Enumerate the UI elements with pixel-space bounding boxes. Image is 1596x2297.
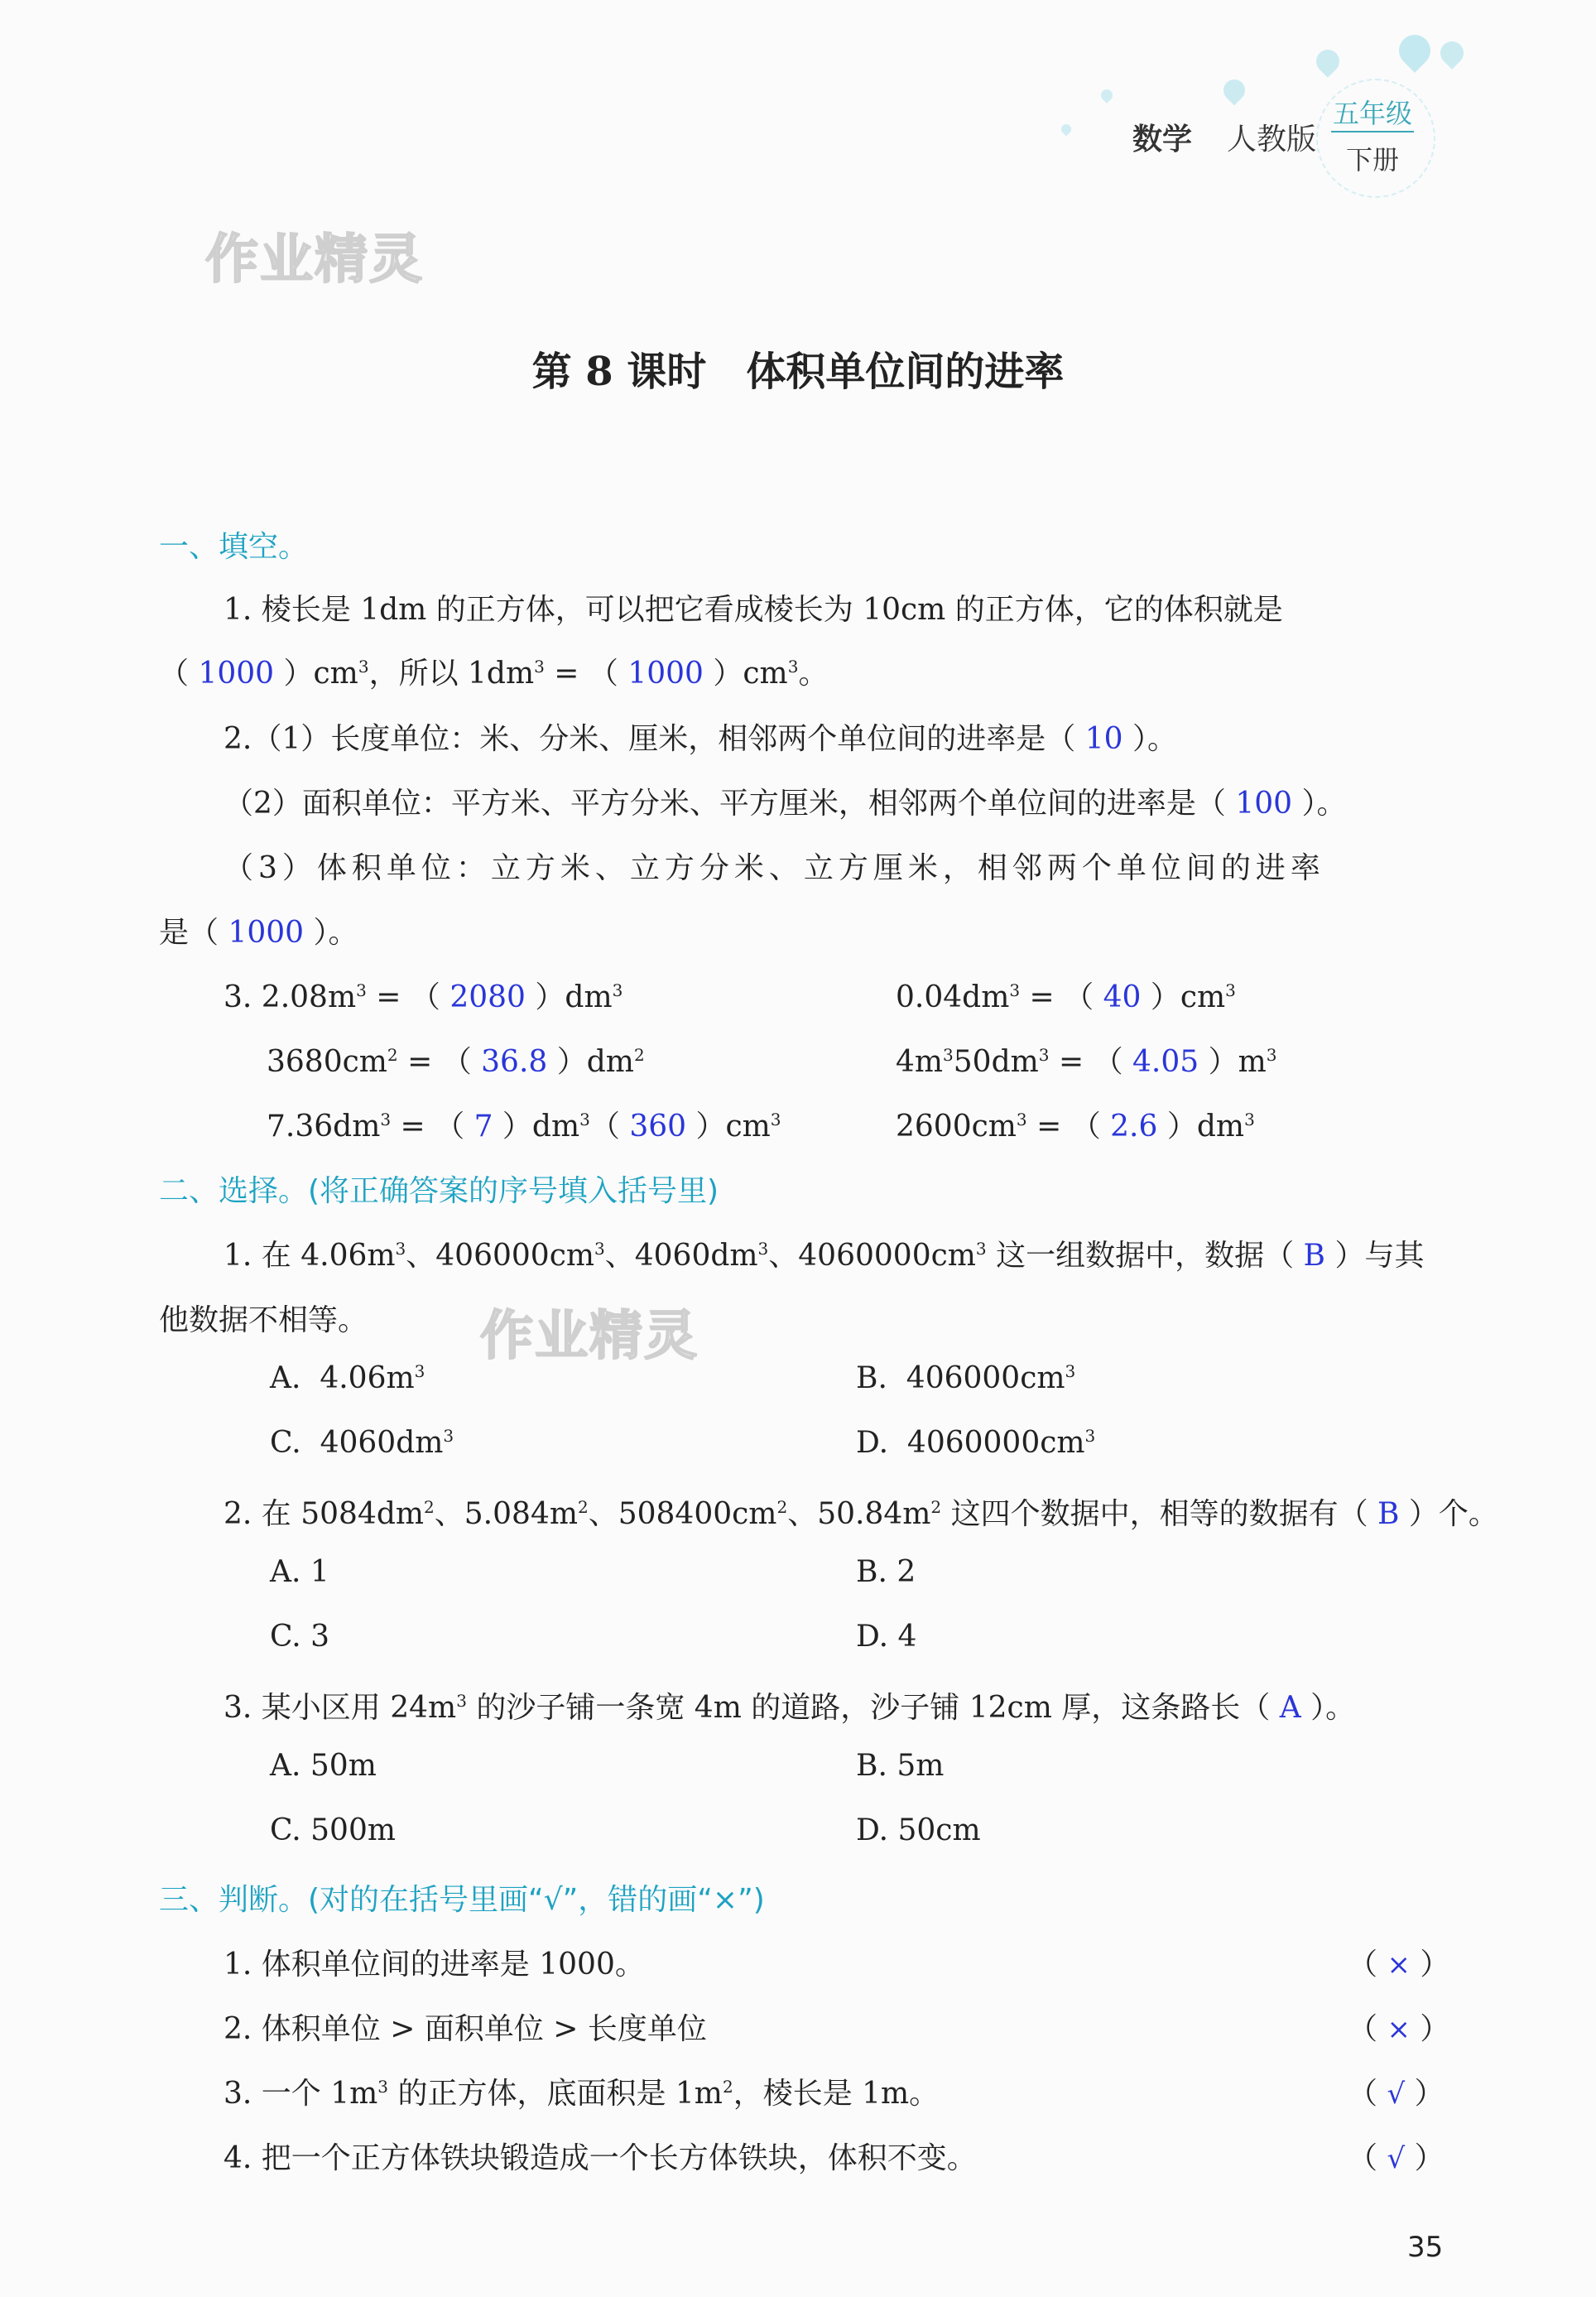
judge-item-3: 3. 一个 $1m^3$ 的正方体，底面积是 $1m^2$，棱长是 1m。 <box>224 2077 940 2111</box>
page-title: 第 8 课时 体积单位间的进率 <box>531 349 1065 395</box>
judge-bracket-2: （ × ） <box>1348 2012 1450 2046</box>
answer: 360 <box>629 1110 687 1144</box>
watermark: 作业精灵 <box>205 229 424 291</box>
water-drop-decoration <box>1392 28 1437 73</box>
answer: 1000 <box>627 657 704 691</box>
question-1-1-answer-line: （ 1000 ）$cm^3$，所以 $1dm^3$ = （ 1000 ）$cm^3$。 <box>159 657 829 691</box>
option-a: A. 1 <box>270 1555 329 1589</box>
answer: A <box>1279 1691 1301 1725</box>
judge-mark: √ <box>1387 2078 1406 2111</box>
question-1-2-1: 2.（1）长度单位：米、分米、厘米，相邻两个单位间的进率是（ 10 ）。 <box>224 722 1177 756</box>
question-1-2-3 <box>224 845 1325 887</box>
option-b: B. 2 <box>856 1555 916 1589</box>
answer: 40 <box>1103 980 1142 1014</box>
answer: B <box>1377 1497 1400 1531</box>
question-1-3-c: $3680cm^2$ = （ 36.8 ）$dm^2$ <box>267 1045 645 1079</box>
question-2-1: 1. 在 $4.06m^3$、$406000cm^3$、$4060dm^3$、$4060000cm^3$ 这一组数据中，数据（ B ）与其 <box>224 1239 1425 1273</box>
page-number: 35 <box>1407 2231 1444 2264</box>
water-drop-decoration <box>1435 36 1469 70</box>
answer: 36.8 <box>481 1045 548 1079</box>
question-text: 他数据不相等。 <box>159 1303 368 1337</box>
question-1-3-a: 3. $2.08m^3$ = （ 2080 ）$dm^3$ <box>224 980 623 1014</box>
answer: 10 <box>1084 722 1123 756</box>
judge-mark: √ <box>1387 2142 1406 2175</box>
answer: B <box>1303 1239 1326 1273</box>
option-a: A. 50m <box>270 1749 377 1783</box>
option-d: D. $4060000cm^3$ <box>856 1426 1096 1460</box>
answer: 100 <box>1235 787 1293 821</box>
question-1-1 <box>224 586 1283 628</box>
question-1-3-e: $7.36dm^3$ = （ 7 ）$dm^3$（ 360 ）$cm^3$ <box>267 1110 781 1144</box>
option-c: C. 3 <box>270 1620 330 1654</box>
question-1-3-d: $4m^350dm^3$ = （ 4.05 ）$m^3$ <box>896 1045 1277 1079</box>
question-2-1-cont <box>159 1297 368 1339</box>
judge-item-2: 2. 体积单位 > 面积单位 > 长度单位 <box>224 2012 707 2046</box>
question-text: （2）面积单位：平方米、平方分米、平方厘米，相邻两个单位间的进率是（ <box>224 787 1226 821</box>
answer: 7 <box>474 1110 493 1144</box>
question-text: 2.（1）长度单位：米、分米、厘米，相邻两个单位间的进率是（ <box>224 722 1076 756</box>
watermark: 作业精灵 <box>480 1306 699 1367</box>
option-b: B. $406000cm^3$ <box>856 1361 1076 1395</box>
section-heading-fill-blank: 一、填空。 <box>159 530 309 564</box>
question-text: （3）体积单位：立方米、立方分米、立方厘米，相邻两个单位间的进率 <box>224 851 1325 885</box>
header-volume: 下册 <box>1345 144 1399 176</box>
option-d: D. 50cm <box>856 1813 981 1847</box>
answer: 2080 <box>449 980 526 1014</box>
question-1-3-b: $0.04dm^3$ = （ 40 ）$cm^3$ <box>896 980 1236 1014</box>
judge-bracket-4: （ √ ） <box>1348 2141 1445 2175</box>
header-grade: 五年级 <box>1331 93 1414 132</box>
judge-mark: × <box>1387 1948 1411 1982</box>
option-c: C. $4060dm^3$ <box>270 1426 454 1460</box>
water-drop-decoration <box>1311 45 1344 78</box>
header-subject: 数学 <box>1132 123 1193 157</box>
option-d: D. 4 <box>856 1620 917 1654</box>
question-2-2: 2. 在 $5084dm^2$、$5.084m^2$、$508400cm^2$、$50.84m^2$ 这四个数据中，相等的数据有（ B ）个。 <box>224 1497 1498 1531</box>
option-b: B. 5m <box>856 1749 945 1783</box>
answer: 2.6 <box>1110 1110 1158 1144</box>
header-edition: 人教版 <box>1227 123 1317 157</box>
water-drop-decoration <box>1098 87 1115 104</box>
answer: 1000 <box>228 916 305 950</box>
judge-mark: × <box>1387 2013 1411 2046</box>
question-text: 1. 棱长是 1dm 的正方体，可以把它看成棱长为 10cm 的正方体，它的体积就是 <box>224 593 1283 627</box>
answer: 1000 <box>198 657 275 691</box>
answer: 4.05 <box>1132 1045 1199 1079</box>
section-heading-true-false: 三、判断。(对的在括号里画“√”，错的画“×”) <box>159 1883 765 1917</box>
judge-item-4: 4. 把一个正方体铁块锻造成一个长方体铁块，体积不变。 <box>224 2141 977 2175</box>
water-drop-decoration <box>1060 123 1074 137</box>
question-1-3-f: $2600cm^3$ = （ 2.6 ）$dm^3$ <box>896 1110 1255 1144</box>
judge-item-1: 1. 体积单位间的进率是 1000。 <box>224 1948 645 1982</box>
option-a: A. $4.06m^3$ <box>270 1361 425 1395</box>
section-heading-choice: 二、选择。(将正确答案的序号填入括号里) <box>159 1174 719 1208</box>
question-1-2-2: （2）面积单位：平方米、平方分米、平方厘米，相邻两个单位间的进率是（ 100 ）。 <box>224 787 1347 821</box>
option-c: C. 500m <box>270 1813 396 1847</box>
judge-bracket-3: （ √ ） <box>1348 2077 1445 2111</box>
question-2-3: 3. 某小区用 $24m^3$ 的沙子铺一条宽 4m 的道路，沙子铺 12cm 厚，这条路长（ A ）。 <box>224 1691 1356 1725</box>
water-drop-decoration <box>1219 75 1250 106</box>
question-1-2-3-cont: 是（ 1000 ）。 <box>159 916 358 950</box>
judge-bracket-1: （ × ） <box>1348 1948 1450 1982</box>
